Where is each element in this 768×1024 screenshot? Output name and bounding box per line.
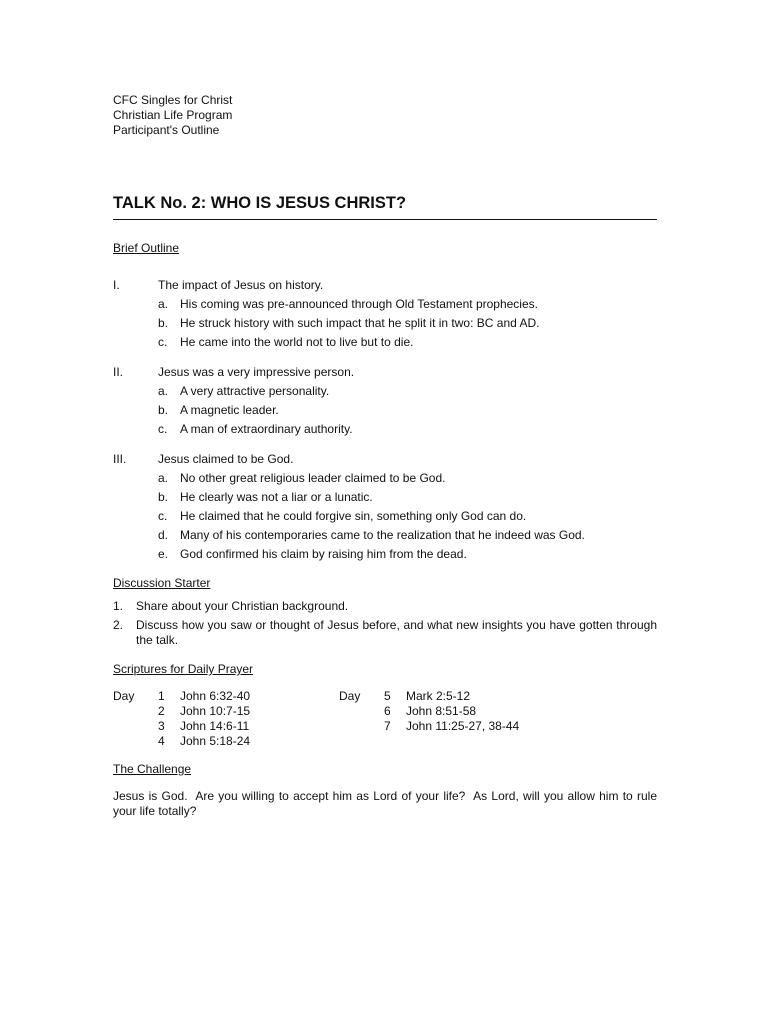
- scripture-reference: John 6:32-40: [180, 689, 251, 703]
- outline-section-3: [113, 452, 657, 562]
- subpoint-text: He claimed that he could forgive sin, something only God can do.: [180, 509, 527, 523]
- scripture-reference: John 11:25-27, 38-44: [406, 719, 520, 733]
- scripture-reference: John 8:51-58: [406, 704, 477, 718]
- scripture-reference: John 14:6-11: [180, 719, 250, 733]
- subpoint-letter: c.: [158, 422, 168, 436]
- day-numbers: [158, 689, 180, 749]
- scripture-reference: Mark 2:5-12: [406, 689, 471, 703]
- subpoint-text: Many of his contemporaries came to the realization that he indeed was God.: [180, 528, 585, 542]
- scripture-column-left: [113, 689, 339, 749]
- subpoint-text: A man of extraordinary authority.: [180, 422, 353, 436]
- scripture-references: [406, 689, 565, 749]
- subpoint-letter: b.: [158, 490, 169, 504]
- day-numbers: [384, 689, 406, 749]
- outline-subpoint: [158, 509, 657, 524]
- subpoint-text: A very attractive personality.: [180, 384, 330, 398]
- day-number: 1: [158, 689, 165, 703]
- day-number: 7: [384, 719, 391, 733]
- challenge-text: Jesus is God. Are you willing to accept him as Lord of your life? As Lord, will you allow him to rule your life totally?: [113, 789, 661, 818]
- scripture-table: [113, 689, 657, 749]
- subpoint-text: No other great religious leader claimed to be God.: [180, 471, 446, 485]
- outline-subpoint: [158, 528, 657, 543]
- outline-numeral: II.: [113, 365, 124, 379]
- section-heading-brief-outline: Brief Outline: [113, 241, 180, 255]
- scripture-column-right: [339, 689, 565, 749]
- subpoint-text: God confirmed his claim by raising him from the dead.: [180, 547, 467, 561]
- subpoint-letter: b.: [158, 403, 169, 417]
- outline-point-text: Jesus claimed to be God.: [158, 452, 294, 466]
- header-organization: CFC Singles for Christ: [113, 93, 233, 107]
- subpoint-text: He struck history with such impact that he split it in two: BC and AD.: [180, 316, 540, 330]
- outline-subpoint: [158, 316, 657, 331]
- discussion-number: 2.: [113, 618, 124, 632]
- outline-subpoint: [158, 422, 657, 437]
- subpoint-letter: a.: [158, 471, 169, 485]
- subpoint-text: A magnetic leader.: [180, 403, 279, 417]
- scripture-reference: John 10:7-15: [180, 704, 251, 718]
- outline-point: [113, 278, 657, 293]
- subpoint-letter: e.: [158, 547, 169, 561]
- subpoint-letter: d.: [158, 528, 169, 542]
- day-number: 2: [158, 704, 165, 718]
- subpoint-letter: b.: [158, 316, 169, 330]
- scripture-references: [180, 689, 339, 749]
- discussion-text: Discuss how you saw or thought of Jesus before, and what new insights you have gotten through the talk.: [136, 618, 657, 647]
- challenge-section: [113, 762, 661, 819]
- outline-subpoint: [158, 403, 657, 418]
- discussion-item: [113, 599, 657, 614]
- discussion-section: [113, 576, 657, 648]
- day-label: Day: [339, 689, 361, 703]
- outline-subpoint: [158, 471, 657, 486]
- outline-numeral: I.: [113, 278, 120, 292]
- brief-outline-section: [113, 241, 657, 562]
- outline-point-text: The impact of Jesus on history.: [158, 278, 324, 292]
- day-label: Day: [113, 689, 135, 703]
- subpoint-text: He came into the world not to live but to die.: [180, 335, 414, 349]
- outline-subpoint: [158, 297, 657, 312]
- outline-subpoint: [158, 335, 657, 350]
- header-outline-type: Participant's Outline: [113, 123, 220, 137]
- subpoint-letter: c.: [158, 509, 168, 523]
- page-title: TALK No. 2: WHO IS JESUS CHRIST?: [113, 193, 657, 220]
- outline-subpoint: [158, 490, 657, 505]
- outline-subpoint: [158, 547, 657, 562]
- day-number: 3: [158, 719, 165, 733]
- subpoint-letter: c.: [158, 335, 168, 349]
- section-heading-scriptures: Scriptures for Daily Prayer: [113, 662, 254, 676]
- scripture-reference: John 5:18-24: [180, 734, 251, 748]
- outline-point-text: Jesus was a very impressive person.: [158, 365, 355, 379]
- subpoint-text: His coming was pre-announced through Old Testament prophecies.: [180, 297, 538, 311]
- day-number: 5: [384, 689, 391, 703]
- section-heading-challenge: The Challenge: [113, 762, 192, 776]
- day-number: 6: [384, 704, 391, 718]
- outline-subpoint: [158, 384, 657, 399]
- outline-point: [113, 452, 657, 467]
- header-program: Christian Life Program: [113, 108, 233, 122]
- subpoint-letter: a.: [158, 384, 169, 398]
- outline-point: [113, 365, 657, 380]
- outline-section-1: [113, 278, 657, 350]
- scriptures-section: [113, 662, 657, 749]
- subpoint-letter: a.: [158, 297, 169, 311]
- document-page: [113, 93, 661, 819]
- outline-section-2: [113, 365, 657, 437]
- discussion-text: Share about your Christian background.: [136, 599, 349, 613]
- subpoint-text: He clearly was not a liar or a lunatic.: [180, 490, 373, 504]
- discussion-item: [113, 618, 657, 648]
- outline-numeral: III.: [113, 452, 127, 466]
- section-heading-discussion: Discussion Starter: [113, 576, 211, 590]
- day-number: 4: [158, 734, 165, 748]
- document-header: [113, 93, 657, 138]
- discussion-number: 1.: [113, 599, 124, 613]
